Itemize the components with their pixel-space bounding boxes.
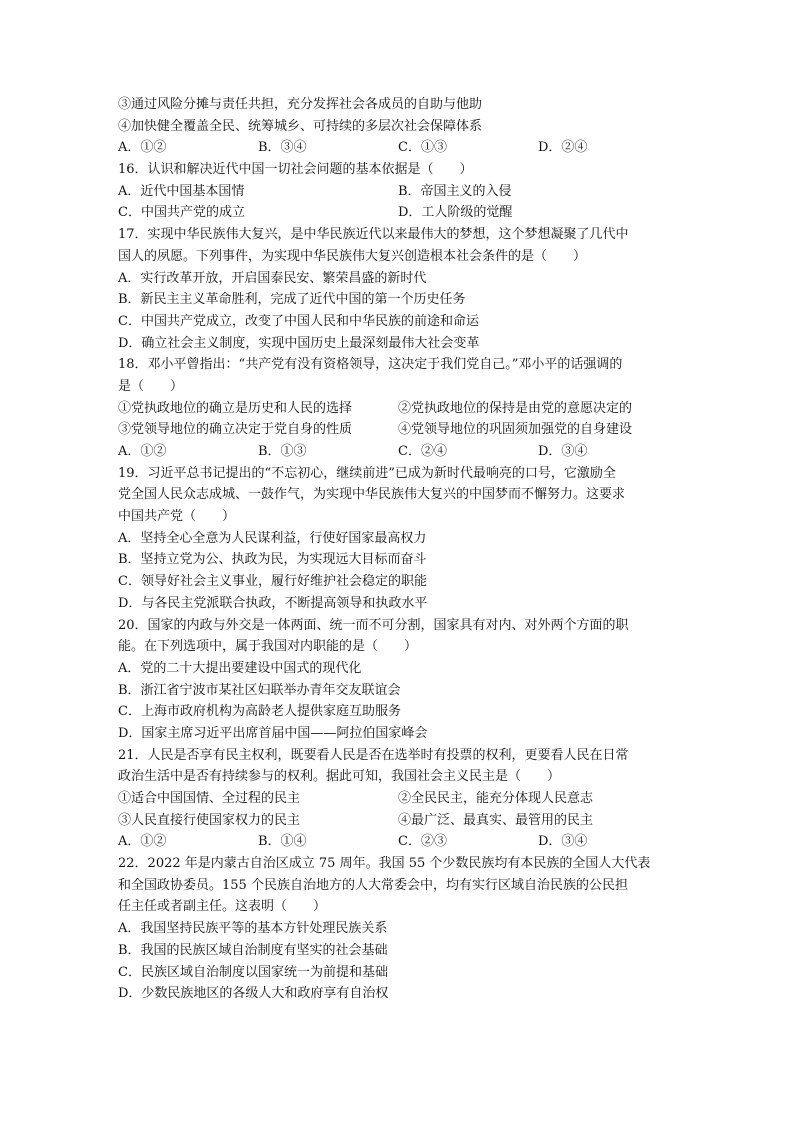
statement-2: ②全民民主，能充分体现人民意志: [398, 791, 594, 806]
question-22: [118, 853, 678, 1005]
question-16: [118, 159, 678, 224]
option-d: D．与各民主党派联合执政，不断提高领导和执政水平: [118, 595, 428, 611]
statements-row: [118, 810, 678, 832]
option-c: C．领导好社会主义事业，履行好维护社会稳定的职能: [118, 574, 427, 590]
statement-2: ②党执政地位的保持是由党的意愿决定的: [398, 400, 633, 416]
options-row: [118, 202, 678, 224]
option-c: C．中国共产党的成立: [118, 205, 245, 221]
option-c: C．民族区域自治制度以国家统一为前提和基础: [118, 964, 388, 980]
option-a: A．①②: [118, 834, 167, 850]
option-d: D．工人阶级的觉醒: [398, 205, 513, 221]
question-stem-line-1: 21．人民是否享有民主权利，既要看人民是否在选举时有投票的权利，更要看人民在日常: [118, 747, 629, 763]
options-row: [118, 137, 678, 159]
option-b: B．我国的民族区域自治制度有坚实的社会基础: [118, 942, 388, 958]
option-d: D．国家主席习近平出席首届中国——阿拉伯国家峰会: [118, 725, 428, 741]
question-stem-line-1: 17．实现中华民族伟大复兴，是中华民族近代以来最伟大的梦想，这个梦想凝聚了几代中: [118, 227, 629, 243]
question-stem-line-2: 和全国政协委员。155 个民族自治地方的人大常委会中，均有实行区域自治民族的公民担: [118, 877, 628, 893]
option-c: C．①③: [398, 140, 447, 156]
statement-4: ④加快健全覆盖全民、统筹城乡、可持续的多层次社会保障体系: [118, 118, 483, 134]
statement-3: ③人民直接行使国家权力的民主: [118, 812, 301, 828]
question-stem-line-1: 22．2022 年是内蒙古自治区成立 75 周年。我国 55 个少数民族均有本民族的全国人大代表: [118, 856, 651, 872]
question-stem: 16．认识和解决近代中国一切社会问题的基本依据是（ ）: [118, 162, 473, 178]
statement-3: ③党领导地位的确立决定于党自身的性质: [118, 422, 353, 438]
option-b: B．帝国主义的入侵: [398, 183, 512, 199]
option-d: D．②④: [538, 140, 588, 156]
statements-row: [118, 398, 678, 420]
option-b: B．坚持立党为公、执政为民，为实现远大目标而奋斗: [118, 552, 427, 568]
option-c: C．中国共产党成立，改变了中国人民和中华民族的前途和命运: [118, 313, 479, 329]
question-stem-line-2: 能。在下列选项中，属于我国对内职能的是（ ）: [118, 639, 418, 655]
question-stem-line-3: 中国共产党（ ）: [118, 509, 236, 525]
option-b: B．新民主主义革命胜利，完成了近代中国的第一个历史任务: [118, 292, 466, 308]
options-row: [118, 181, 678, 203]
question-15-continued: [118, 94, 678, 159]
question-stem-line-2: 政治生活中是否有持续参与的权利。据此可知，我国社会主义民主是（ ）: [118, 769, 561, 785]
statement-4: ④党领导地位的巩固须加强党的自身建设: [398, 422, 633, 438]
question-stem-line-2: 党全国人民众志成城、一鼓作气，为实现中华民族伟大复兴的中国梦而不懈努力。这要求: [118, 487, 626, 503]
option-b: B．浙江省宁波市某社区妇联举办青年交友联谊会: [118, 682, 401, 698]
option-a: A．坚持全心全意为人民谋利益，行使好国家最高权力: [118, 530, 427, 546]
question-stem-line-2: 是（ ）: [118, 378, 184, 394]
options-row: [118, 831, 678, 853]
question-19: [118, 463, 678, 615]
option-c: C．②④: [398, 444, 447, 459]
statements-row: [118, 788, 678, 810]
options-row: [118, 441, 678, 463]
option-a: A．近代中国基本国情: [118, 183, 245, 199]
statement-4: ④最广泛、最真实、最管用的民主: [398, 812, 594, 828]
question-21: [118, 745, 678, 853]
option-b: B．①④: [258, 834, 307, 850]
statement-3: ③通过风险分摊与责任共担，充分发挥社会各成员的自助与他助: [118, 97, 483, 112]
question-stem-line-3: 任主任或者副主任。这表明（ ）: [118, 899, 327, 915]
option-d: D．③④: [538, 444, 588, 459]
option-d: D．确立社会主义制度，实现中国历史上最深刻最伟大社会变革: [118, 335, 480, 351]
option-a: A．我国坚持民族平等的基本方针处理民族关系: [118, 921, 388, 937]
option-b: B．①③: [258, 444, 307, 459]
question-20: [118, 615, 678, 745]
question-stem-line-1: 18．邓小平曾指出：“共产党有没有资格领导，这决定于我们党自己。”邓小平的话强调的: [118, 357, 623, 373]
question-stem-line-1: 19．习近平总书记提出的“不忘初心，继续前进”已成为新时代最响亮的口号，它激励全: [118, 465, 616, 481]
option-d: D．少数民族地区的各级人大和政府享有自治权: [118, 986, 389, 1002]
option-a: A．①②: [118, 140, 167, 156]
option-a: A．党的二十大提出要建设中国式的现代化: [118, 660, 362, 676]
option-a: A．①②: [118, 444, 167, 459]
statements-row: [118, 419, 678, 441]
question-17: [118, 224, 678, 354]
question-stem-line-2: 国人的夙愿。下列事件，为实现中华民族伟大复兴创造根本社会条件的是（ ）: [118, 248, 587, 264]
question-18: [118, 354, 678, 462]
exam-page: [118, 94, 678, 1005]
option-c: C．②③: [398, 834, 447, 850]
option-d: D．③④: [538, 834, 588, 850]
statement-1: ①适合中国国情、全过程的民主: [118, 791, 301, 806]
option-a: A．实行改革开放，开启国泰民安、繁荣昌盛的新时代: [118, 270, 427, 286]
question-stem-line-1: 20．国家的内政与外交是一体两面、统一而不可分割，国家具有对内、对外两个方面的职: [118, 617, 629, 633]
option-b: B．③④: [258, 140, 307, 156]
statement-1: ①党执政地位的确立是历史和人民的选择: [118, 400, 353, 416]
option-c: C．上海市政府机构为高龄老人提供家庭互助服务: [118, 704, 401, 720]
